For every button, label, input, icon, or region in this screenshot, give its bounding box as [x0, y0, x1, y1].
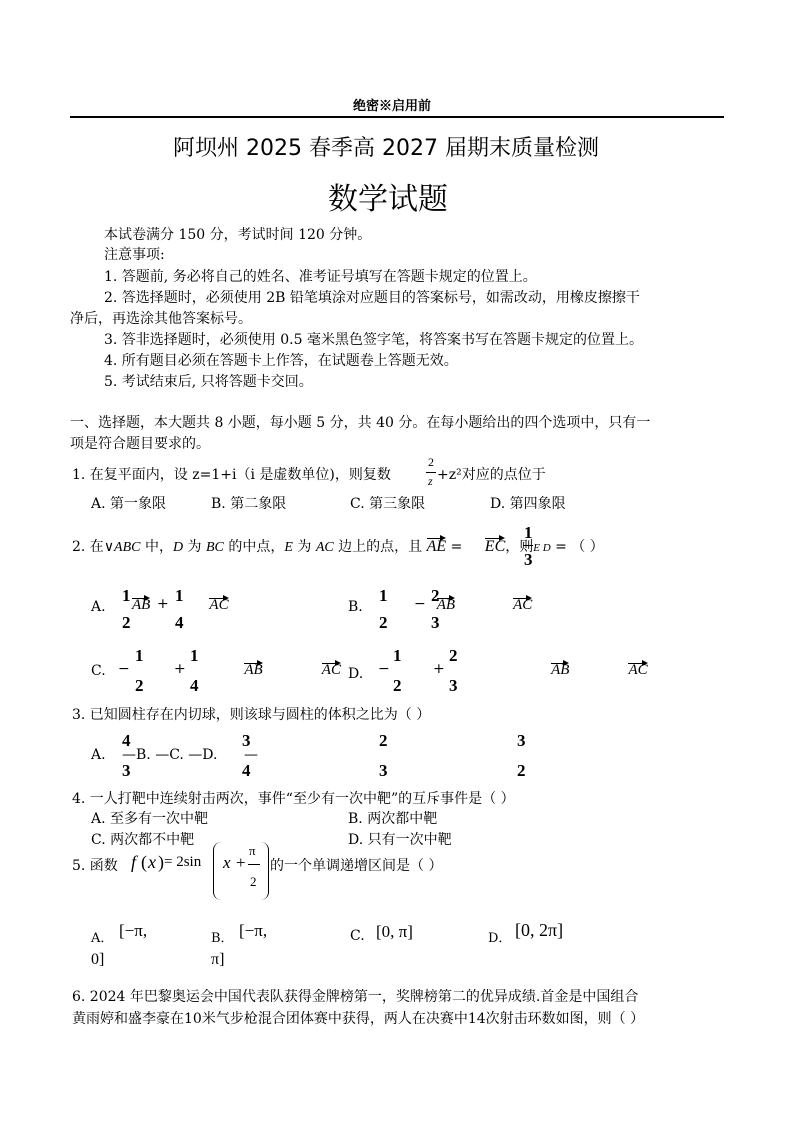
q3-options-mid: —B. —C. —D.	[122, 747, 218, 763]
q2b-vector-ab: AB	[436, 597, 456, 613]
q1-option-a: A. 第一象限	[91, 496, 167, 512]
question-6-line1: 6. 2024 年巴黎奥运会中国代表队获得金牌榜第一，奖牌榜第二的优异成绩.首金是中国组合	[72, 989, 639, 1005]
q2d-minus: −	[378, 661, 390, 677]
q2b-num2: 2	[431, 586, 440, 605]
question-1-stem: 1. 在复平面内，设 z=1+i（i 是虚数单位)，则复数	[72, 467, 391, 483]
q2c-plus: +	[174, 661, 186, 677]
q2c-den2: 4	[190, 676, 199, 695]
instruction-2-cont: 净后，再选涂其他答案标号。	[70, 311, 252, 327]
section-heading: 一、选择题，本大题共 8 小题，每小题 5 分，共 40 分。在每小题给出的四个选项中，只有一	[70, 415, 651, 431]
q2b-den: 2	[379, 613, 388, 632]
q2-text: 中，	[140, 539, 173, 555]
q2b-vector-ac: AC	[513, 597, 533, 613]
q2d-plus: +	[433, 661, 445, 677]
q3-den-a: 3	[122, 761, 131, 780]
q2-text: 为	[292, 539, 316, 555]
q5-option-c-1: [0, π]	[376, 922, 413, 941]
q2c-vector-ac: AC	[321, 662, 341, 678]
q3-val-3: 3	[517, 731, 526, 750]
q5-paren-close: )	[158, 852, 164, 872]
q5-option-b-2: π]	[211, 951, 225, 968]
q2-coef-num: 1	[524, 523, 533, 542]
q3-option-a-label: A.	[91, 747, 106, 763]
q1-option-b: B. 第二象限	[211, 496, 287, 512]
confidential-mark: 绝密※启用前	[353, 99, 432, 114]
q2d-den2: 3	[449, 676, 458, 695]
q2-option-d-label: D.	[348, 666, 364, 682]
q5-option-b-1: [−π,	[239, 921, 268, 940]
q2-text: =	[446, 539, 467, 555]
q2-coef-den: 3	[524, 550, 533, 569]
q5-func-x: x	[148, 852, 156, 872]
q3-val-2: 3	[379, 761, 388, 780]
q2-vector-ed: E D	[533, 542, 551, 554]
q2a-vector-ac: AC	[209, 597, 229, 613]
q2-text: 的中点，	[223, 539, 285, 555]
q5-option-a-1: [−π,	[119, 921, 148, 940]
question-5-lead: 5. 函数	[72, 858, 118, 874]
q5-paren-open: (	[141, 852, 147, 872]
q2a-num2: 1	[175, 586, 184, 605]
q2-text: 边上的点，且	[333, 539, 427, 555]
q2c-den: 2	[135, 676, 144, 695]
q2-text: ，则	[505, 539, 534, 555]
q2-text: = （ ）	[550, 539, 604, 555]
question-4-stem: 4. 一人打靶中连续射击两次，事件“至少有一次中靶”的互斥事件是（ ）	[72, 791, 515, 807]
question-3-stem: 3. 已知圆柱存在内切球，则该球与圆柱的体积之比为（ ）	[72, 707, 431, 723]
q2d-vector-ac: AC	[628, 662, 648, 678]
q5-option-b-label: B．	[211, 931, 234, 946]
q1-frac-num: 2	[428, 455, 434, 469]
q5-frac-bar	[248, 864, 260, 865]
q5-func-f: f	[131, 852, 137, 872]
q4-option-b: B. 两次都中靶	[348, 811, 438, 827]
q2-option-b-label: B.	[348, 599, 363, 615]
section-heading-cont: 项是符合题目要求的。	[70, 436, 210, 452]
instruction-2: 2. 答选择题时，必须使用 2B 铅笔填涂对应题目的答案标号，如需改动，用橡皮擦擦干	[104, 290, 640, 306]
q1-option-c: C. 第三象限	[350, 496, 426, 512]
q2d-den: 2	[393, 676, 402, 695]
header-rule	[70, 116, 724, 118]
q4-option-c: C. 两次都不中靶	[91, 832, 195, 848]
q4-option-d: D. 只有一次中靶	[348, 832, 452, 848]
q5-option-c-label: C.	[350, 928, 365, 944]
q2b-minus: −	[414, 596, 426, 612]
q2-text: 2. 在	[72, 539, 104, 555]
question-5-stem: 的一个单调递增区间是（ ）	[270, 858, 443, 874]
q2d-num: 1	[393, 646, 402, 665]
q2c-num2: 1	[190, 646, 199, 665]
q1-option-d: D. 第四象限	[490, 496, 566, 512]
q3-val-4: 2	[517, 761, 526, 780]
q4-option-a: A. 至多有一次中靶	[91, 811, 209, 827]
q3-num-a: 4	[122, 731, 131, 750]
q2a-plus: +	[157, 596, 169, 612]
q5-option-a-label: A．	[91, 931, 114, 946]
q2c-vector-ab: AB	[244, 662, 263, 678]
q5-big-paren-right	[261, 842, 269, 900]
question-6-line2: 黄雨婷和盛李豪在10米气步枪混合团体赛中获得，两人在决赛中14次射击环数如图，则（ ）	[72, 1011, 645, 1027]
subject-title: 数学试题	[328, 182, 448, 217]
q5-two: 2	[250, 874, 257, 889]
q5-pi: π	[249, 843, 256, 858]
q2c-num: 1	[135, 646, 144, 665]
q2c-minus: −	[118, 661, 130, 677]
q2-triangle: ∨ABC	[103, 540, 141, 555]
q5-plus: +	[236, 853, 246, 872]
q2a-num: 1	[122, 586, 131, 605]
q2-vector-ec: EC	[484, 538, 506, 555]
q2d-vector-ab: AB	[551, 662, 570, 678]
q2-segment-bc: BC	[206, 540, 224, 555]
q2-option-a-label: A.	[91, 599, 106, 615]
instruction-4: 4. 所有题目必须在答题卡上作答，在试题卷上答题无效。	[104, 353, 458, 369]
q3-val-1: 2	[379, 731, 388, 750]
q2-coef-bar	[523, 545, 533, 546]
instruction-5: 5. 考试结束后, 只将答题卡交回。	[104, 374, 313, 390]
q2-segment-ac: AC	[315, 540, 334, 555]
instruction-3: 3. 答非选择题时，必须使用 0.5 毫米黑色签字笔，将答案书写在答题卡规定的位置上。	[104, 332, 643, 348]
q5-big-paren-left	[213, 842, 221, 900]
q5-eq: = 2sin	[164, 854, 202, 870]
q5-option-a-2: 0]	[91, 951, 105, 968]
exam-title: 阿坝州 2025 春季高 2027 届期末质量检测	[173, 136, 599, 161]
q3-num-d: 3	[242, 731, 251, 750]
q2-vector-ae: AE	[426, 538, 447, 555]
instruction-score: 本试卷满分 150 分，考试时间 120 分钟。	[104, 227, 372, 243]
q5-option-d-label: D．	[488, 931, 512, 946]
instruction-heading: 注意事项:	[104, 247, 165, 263]
instruction-1: 1. 答题前, 务必将自己的姓名、准考证号填写在答题卡规定的位置上。	[104, 269, 537, 285]
q2-text: 为	[183, 539, 206, 555]
q2b-den2: 3	[431, 613, 440, 632]
q5-option-d-1: [0, 2π]	[515, 920, 564, 940]
q2a-den: 2	[122, 613, 131, 632]
question-1-stem-end: +z²对应的点位于	[437, 467, 546, 483]
q2-point-d: D	[172, 540, 184, 555]
q2b-num: 1	[379, 586, 388, 605]
q2-option-c-label: C.	[91, 663, 106, 679]
q2a-den2: 4	[175, 613, 184, 632]
q5-var-x: x	[223, 853, 231, 872]
q1-frac-den: z	[428, 474, 433, 488]
q2-point-e: E	[284, 540, 293, 555]
q3-den-d: 4	[242, 761, 251, 780]
q2a-vector-ab: AB	[132, 597, 151, 613]
q1-frac-bar	[426, 472, 436, 473]
q2d-num2: 2	[449, 646, 458, 665]
q3-dash-d: —	[244, 747, 258, 763]
